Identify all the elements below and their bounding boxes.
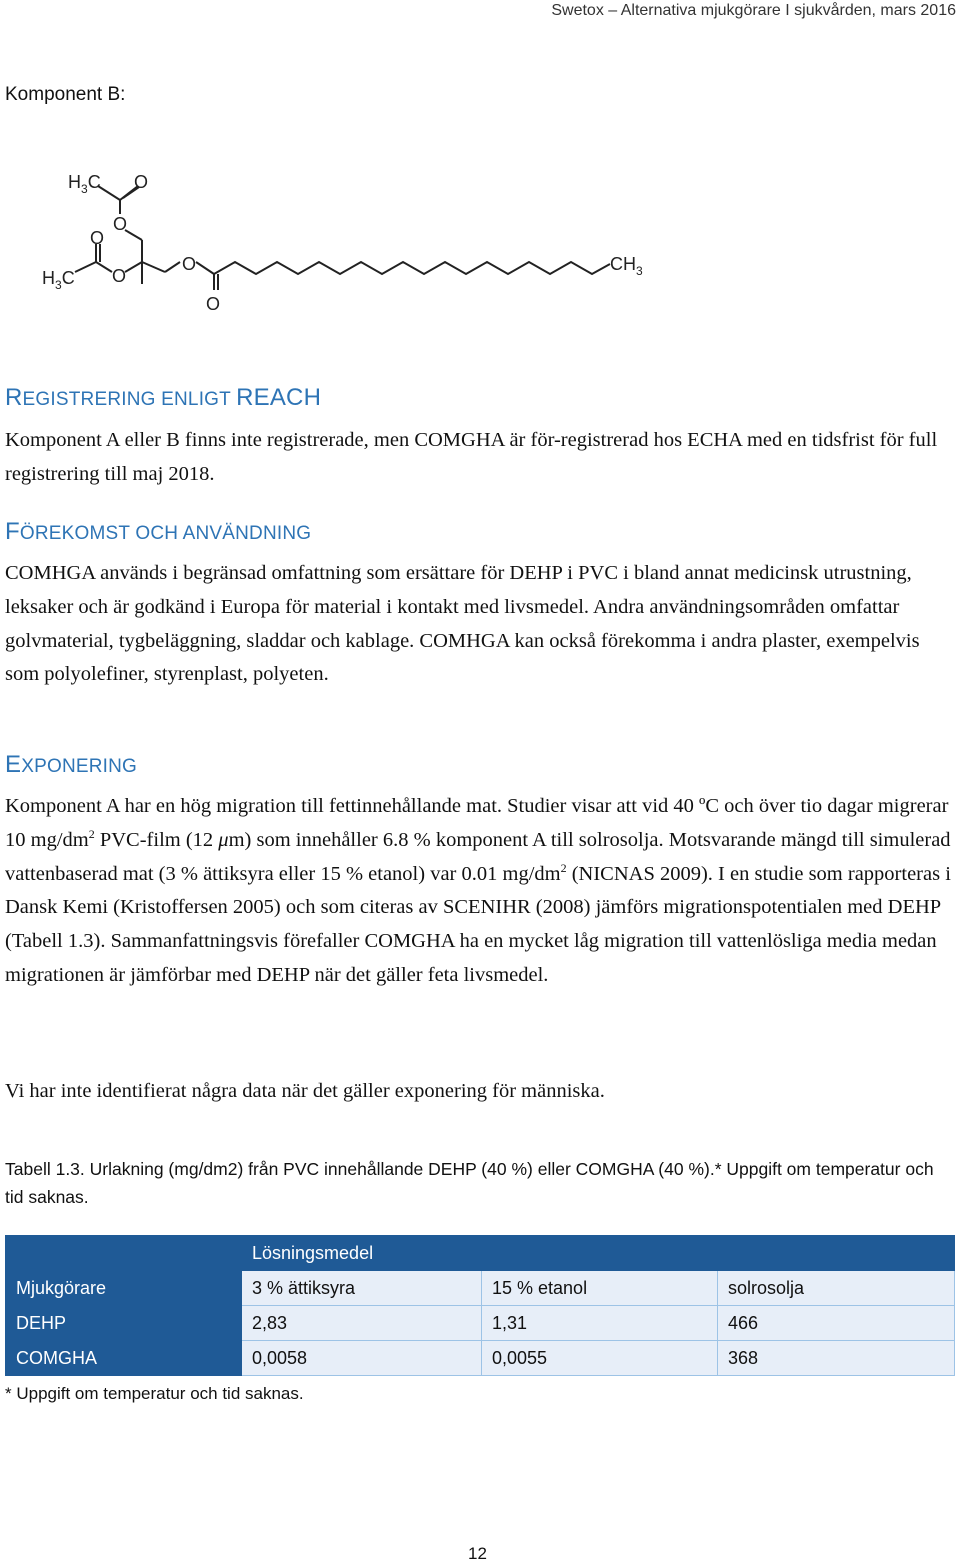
- ch3-left-label: $H_3C$: [42, 268, 75, 292]
- column-header: solrosolja: [718, 1271, 955, 1306]
- molecule-structure: [30, 158, 670, 318]
- o-top-label: O: [134, 172, 149, 192]
- leaching-table: [5, 1235, 955, 1376]
- table-cell: 0,0058: [242, 1341, 482, 1376]
- column-header: 3 % ättiksyra: [242, 1271, 482, 1306]
- table-group-header: Lösningsmedel: [242, 1236, 482, 1271]
- table-header-empty: [6, 1236, 242, 1271]
- o-ester3-label: O: [182, 254, 197, 274]
- occurrence-body: COMHGA används i begränsad omfattning som ersättare för DEHP i PVC i bland annat medicinsk utrustning, leksaker och är godkänd i Europa för material i kontakt med livsmedel. Andra användningsområden omfattar golvmaterial, tygbeläggning, sladdar och kablage. COMHGA kan också förekomma i andra plaster, exempelvis som polyolefiner, styrenplast, polyeten.: [5, 562, 920, 686]
- row-header: COMGHA: [6, 1341, 242, 1376]
- table-cell: 2,83: [242, 1306, 482, 1341]
- table-cell: 1,31: [482, 1306, 718, 1341]
- o-ester1-label: O: [113, 214, 128, 234]
- table-caption: Tabell 1.3. Urlakning (mg/dm2) från PVC innehållande DEHP (40 %) eller COMGHA (40 %).* Uppgift om temperatur och tid saknas.: [5, 1159, 934, 1207]
- table-group-header-row: [6, 1236, 955, 1271]
- o-ester2-label: O: [112, 266, 127, 286]
- table-footnote: * Uppgift om temperatur och tid saknas.: [5, 1384, 304, 1403]
- occurrence-heading: FÖREKOMST OCH ANVÄNDNING: [5, 518, 312, 545]
- table-row: [6, 1306, 955, 1341]
- table-cell: 368: [718, 1341, 955, 1376]
- page-number: 12: [468, 1544, 487, 1563]
- row-header: DEHP: [6, 1306, 242, 1341]
- o-mid-label: O: [90, 228, 105, 248]
- exposure-human-body: Vi har inte identifierat några data när det gäller exponering för människa.: [5, 1080, 605, 1102]
- table-row: [6, 1341, 955, 1376]
- table-column-header-row: [6, 1271, 955, 1306]
- table-cell: 466: [718, 1306, 955, 1341]
- reach-body: Komponent A eller B finns inte registrerade, men COMGHA är för-registrerad hos ECHA med en tidsfrist för full registrering till maj 2018.: [5, 429, 938, 485]
- exposure-body: Komponent A har en hög migration till fettinnehållande mat. Studier visar att vid 40 ºC och över tio dagar migrerar 10 $mg/dm^2$ PVC-film (12 μm) som innehåller 6.8 % komponent A till solrosolja. Motsvarande mängd till simulerad vattenbaserad mat (3 % ättiksyra eller 15 % etanol) var 0.01 $mg/dm^2$ (NICNAS 2009). I en studie som rapporteras i Dansk Kemi (Kristoffersen 2005) och som citeras av SCENIHR (2008) jämförs migrationspotentialen med DEHP (Tabell 1.3). Sammanfattningsvis förefaller COMGHA ha en mycket låg migration till vattenlösliga media medan migrationen är jämförbar med DEHP när det gäller feta livsmedel.: [5, 795, 951, 986]
- column-header: Mjukgörare: [6, 1271, 242, 1306]
- o-bottom-label: O: [206, 294, 221, 314]
- column-header: 15 % etanol: [482, 1271, 718, 1306]
- running-header: Swetox – Alternativa mjukgörare I sjukvården, mars 2016: [551, 2, 956, 19]
- table-header-empty: [482, 1236, 718, 1271]
- reach-heading: REGISTRERING ENLIGT REACH: [5, 384, 322, 411]
- exposure-heading: EXPONERING: [5, 751, 138, 778]
- ch3-right-label: $CH_3$: [610, 254, 643, 278]
- component-label: Komponent B:: [5, 84, 126, 105]
- table-header-empty: [718, 1236, 955, 1271]
- table-cell: 0,0055: [482, 1341, 718, 1376]
- ch3-top-label: $H_3C$: [68, 172, 101, 196]
